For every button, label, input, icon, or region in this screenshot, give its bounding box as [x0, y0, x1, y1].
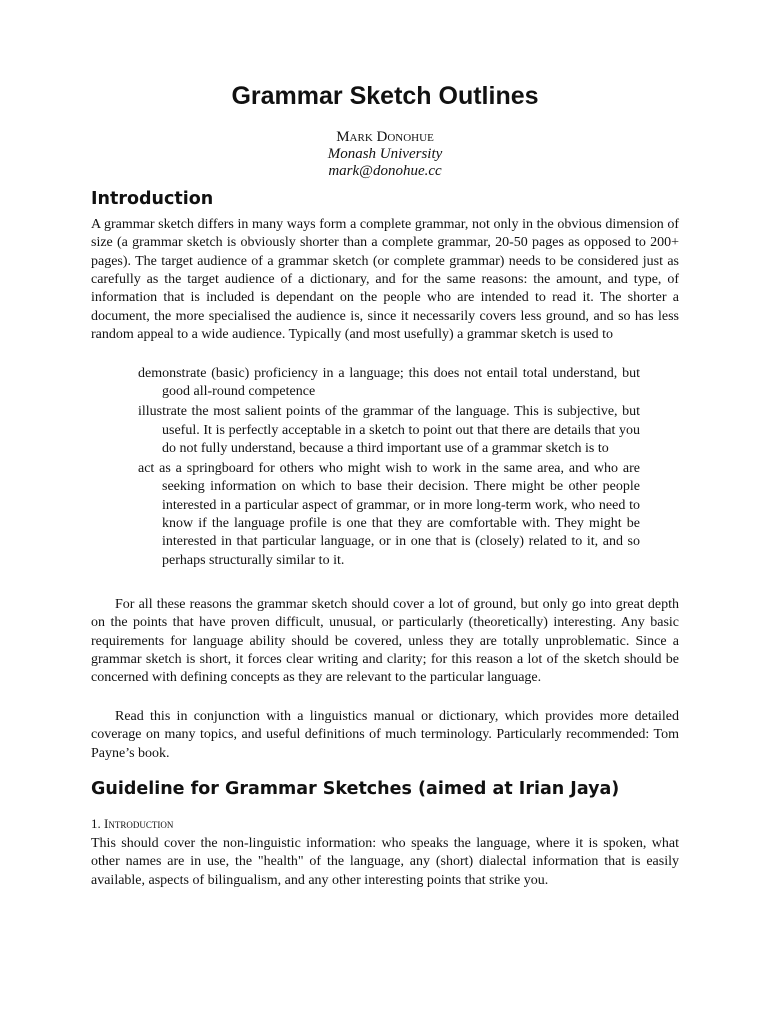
- author-name: Mark Donohue: [336, 129, 434, 145]
- author-email: mark@donohue.cc: [328, 163, 442, 179]
- intro-paragraph-2: For all these reasons the grammar sketch should cover a lot of ground, but only go into great depth on the points that have proven difficult, unusual, or particularly (theoretically) interesting. Any basic requirements for language ability should be covered, unless they are totally unproblematic. Since a grammar sketch is short, it forces clear writing and clarity; for this reason a lot of the sketch should be concerned with defining concepts as they are relevant to the particular language.: [91, 597, 679, 686]
- intro-paragraph-3: Read this in conjunction with a linguistics manual or dictionary, which provides more detailed coverage on many topics, and useful definitions of much terminology. Particularly recommended: Tom Payne’s book.: [91, 709, 679, 761]
- subsection-heading-introduction: [91, 816, 173, 832]
- list-item: act as a springboard for others who might wish to work in the same area, and who are seeking information on which to base their decision. There might be other people interested in a particular aspect of grammar, or in more long-term work, who need to know if the language profile is one that they are comfortable with. They might be interested in that particular language, or in one that is (closely) related to it, and so perhaps structurally similar to it.: [138, 460, 640, 568]
- subsection-title: Introduction: [104, 816, 174, 831]
- subsection-number: 1.: [91, 816, 104, 831]
- author-block: [0, 129, 770, 180]
- usage-list: [138, 365, 640, 572]
- author-affiliation: Monash University: [327, 146, 443, 162]
- section-heading-guideline: Guideline for Grammar Sketches (aimed at Irian Jaya): [91, 779, 620, 799]
- document-title: Grammar Sketch Outlines: [231, 82, 539, 110]
- intro-paragraph-1: A grammar sketch differs in many ways form a complete grammar, not only in the obvious dimension of size (a grammar sketch is obviously shorter than a complete grammar, 20-50 pages as opposed to 200+ pages). The target audience of a grammar sketch (or complete grammar) needs to be considered just as carefully as the target audience of a dictionary, and for the same reasons: the amount, and type, of information that is included is dependant on the people who are intended to read it. The shorter a document, the more specialised the audience is, since it necessarily covers less ground, and so has less random appeal to a wide audience. Typically (and most usefully) a grammar sketch is used to: [91, 217, 679, 343]
- guideline-paragraph-1: This should cover the non-linguistic information: who speaks the language, where it is spoken, what other names are in use, the "health" of the language, any (short) dialectal information that is easily available, aspects of bilingualism, and any other interesting points that strike you.: [91, 836, 679, 888]
- list-item: demonstrate (basic) proficiency in a language; this does not entail total understand, but good all-round competence: [138, 366, 640, 400]
- section-heading-introduction: Introduction: [91, 189, 214, 209]
- list-item: illustrate the most salient points of the grammar of the language. This is subjective, but useful. It is perfectly acceptable in a sketch to point out that there are details that you do not fully understand, because a third important use of a grammar sketch is to: [138, 404, 640, 456]
